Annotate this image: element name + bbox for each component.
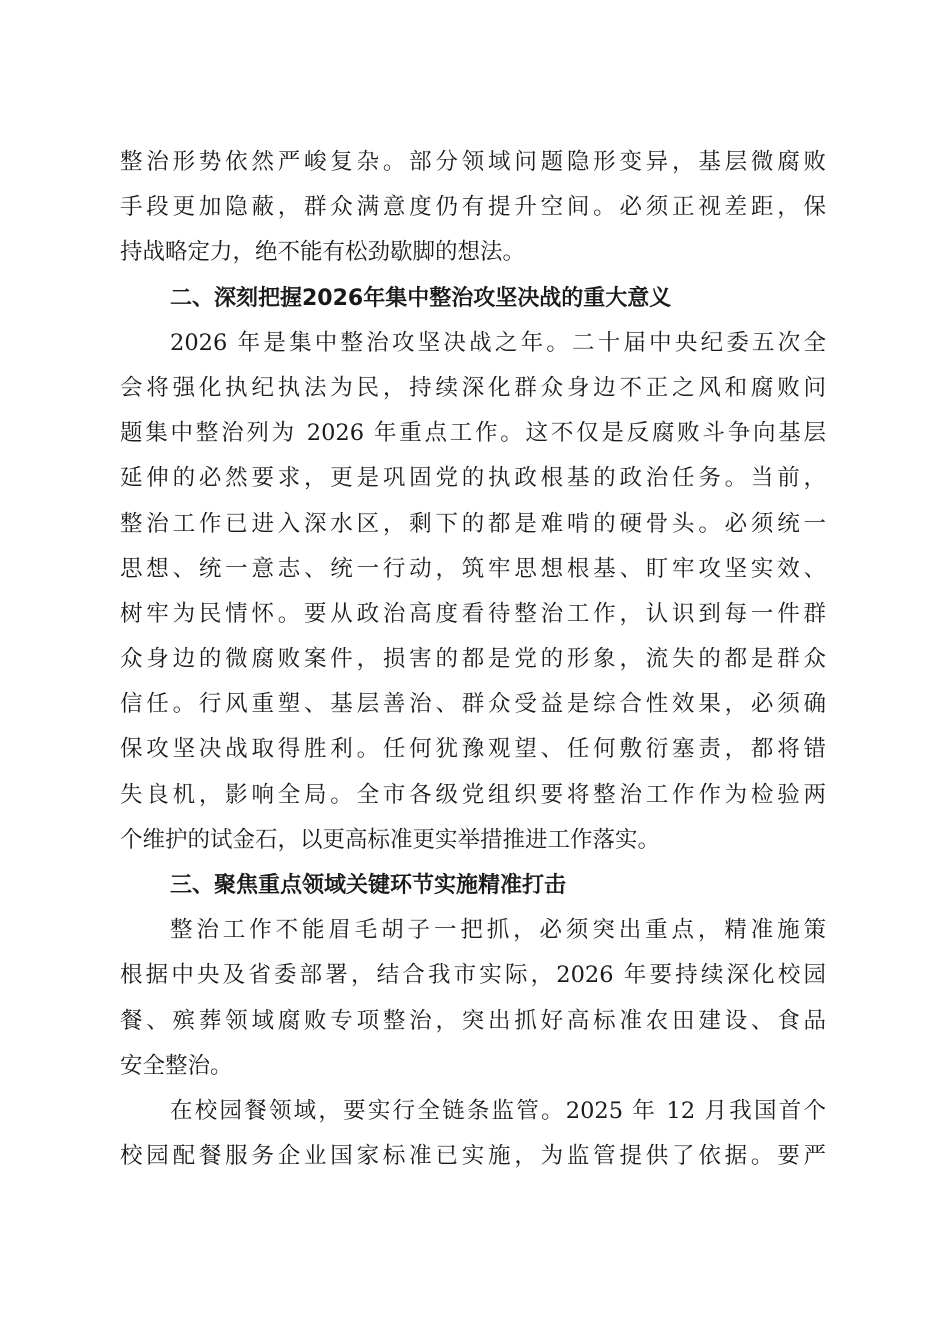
- paragraph-line: 整治形势依然严峻复杂。部分领域问题隐形变异，基层微腐败: [120, 149, 826, 175]
- paragraph-line: 树牢为民情怀。要从政治高度看待整治工作，认识到每一件群: [120, 600, 826, 627]
- paragraph-line: 整治工作已进入深水区，剩下的都是难啃的硬骨头。必须统一: [120, 510, 826, 537]
- paragraph-line: 持战略定力，绝不能有松劲歇脚的想法。: [120, 239, 526, 266]
- paragraph-line: 个维护的试金石，以更高标准更实举措推进工作落实。: [120, 826, 661, 853]
- paragraph-line: 失良机，影响全局。全市各级党组织要将整治工作作为检验两: [120, 781, 826, 808]
- paragraph-line: 手段更加隐蔽，群众满意度仍有提升空间。必须正视差距，保: [120, 194, 826, 221]
- document-body: [120, 140, 826, 1179]
- paragraph-line: 题集中整治列为 2026 年重点工作。这不仅是反腐败斗争向基层: [120, 420, 826, 447]
- paragraph-line: 保攻坚决战取得胜利。任何犹豫观望、任何敷衍塞责，都将错: [120, 736, 826, 763]
- paragraph-line: 2026 年是集中整治攻坚决战之年。二十届中央纪委五次全: [170, 329, 826, 356]
- section-heading: 二、深刻把握2026年集中整治攻坚决战的重大意义: [170, 285, 672, 311]
- paragraph-line: 信任。行风重塑、基层善治、群众受益是综合性效果，必须确: [120, 691, 826, 718]
- paragraph-line: 校园配餐服务企业国家标准已实施，为监管提供了依据。要严: [120, 1143, 826, 1170]
- paragraph-line: 整治工作不能眉毛胡子一把抓，必须突出重点，精准施策: [170, 917, 826, 944]
- paragraph-line: 思想、统一意志、统一行动，筑牢思想根基、盯牢攻坚实效、: [120, 555, 826, 582]
- paragraph-line: 会将强化执纪执法为民，持续深化群众身边不正之风和腐败问: [120, 374, 826, 401]
- section-heading: 三、聚焦重点领域关键环节实施精准打击: [170, 873, 567, 898]
- paragraph-line: 延伸的必然要求，更是巩固党的执政根基的政治任务。当前，: [120, 465, 826, 492]
- paragraph-line: 众身边的微腐败案件，损害的都是党的形象，流失的都是群众: [120, 646, 826, 673]
- paragraph-line: 安全整治。: [120, 1052, 233, 1079]
- paragraph-line: 餐、殡葬领域腐败专项整治，突出抓好高标准农田建设、食品: [120, 1007, 826, 1034]
- paragraph-line: 在校园餐领域，要实行全链条监管。2025 年 12 月我国首个: [170, 1097, 826, 1124]
- paragraph-line: 根据中央及省委部署，结合我市实际，2026 年要持续深化校园: [120, 962, 826, 989]
